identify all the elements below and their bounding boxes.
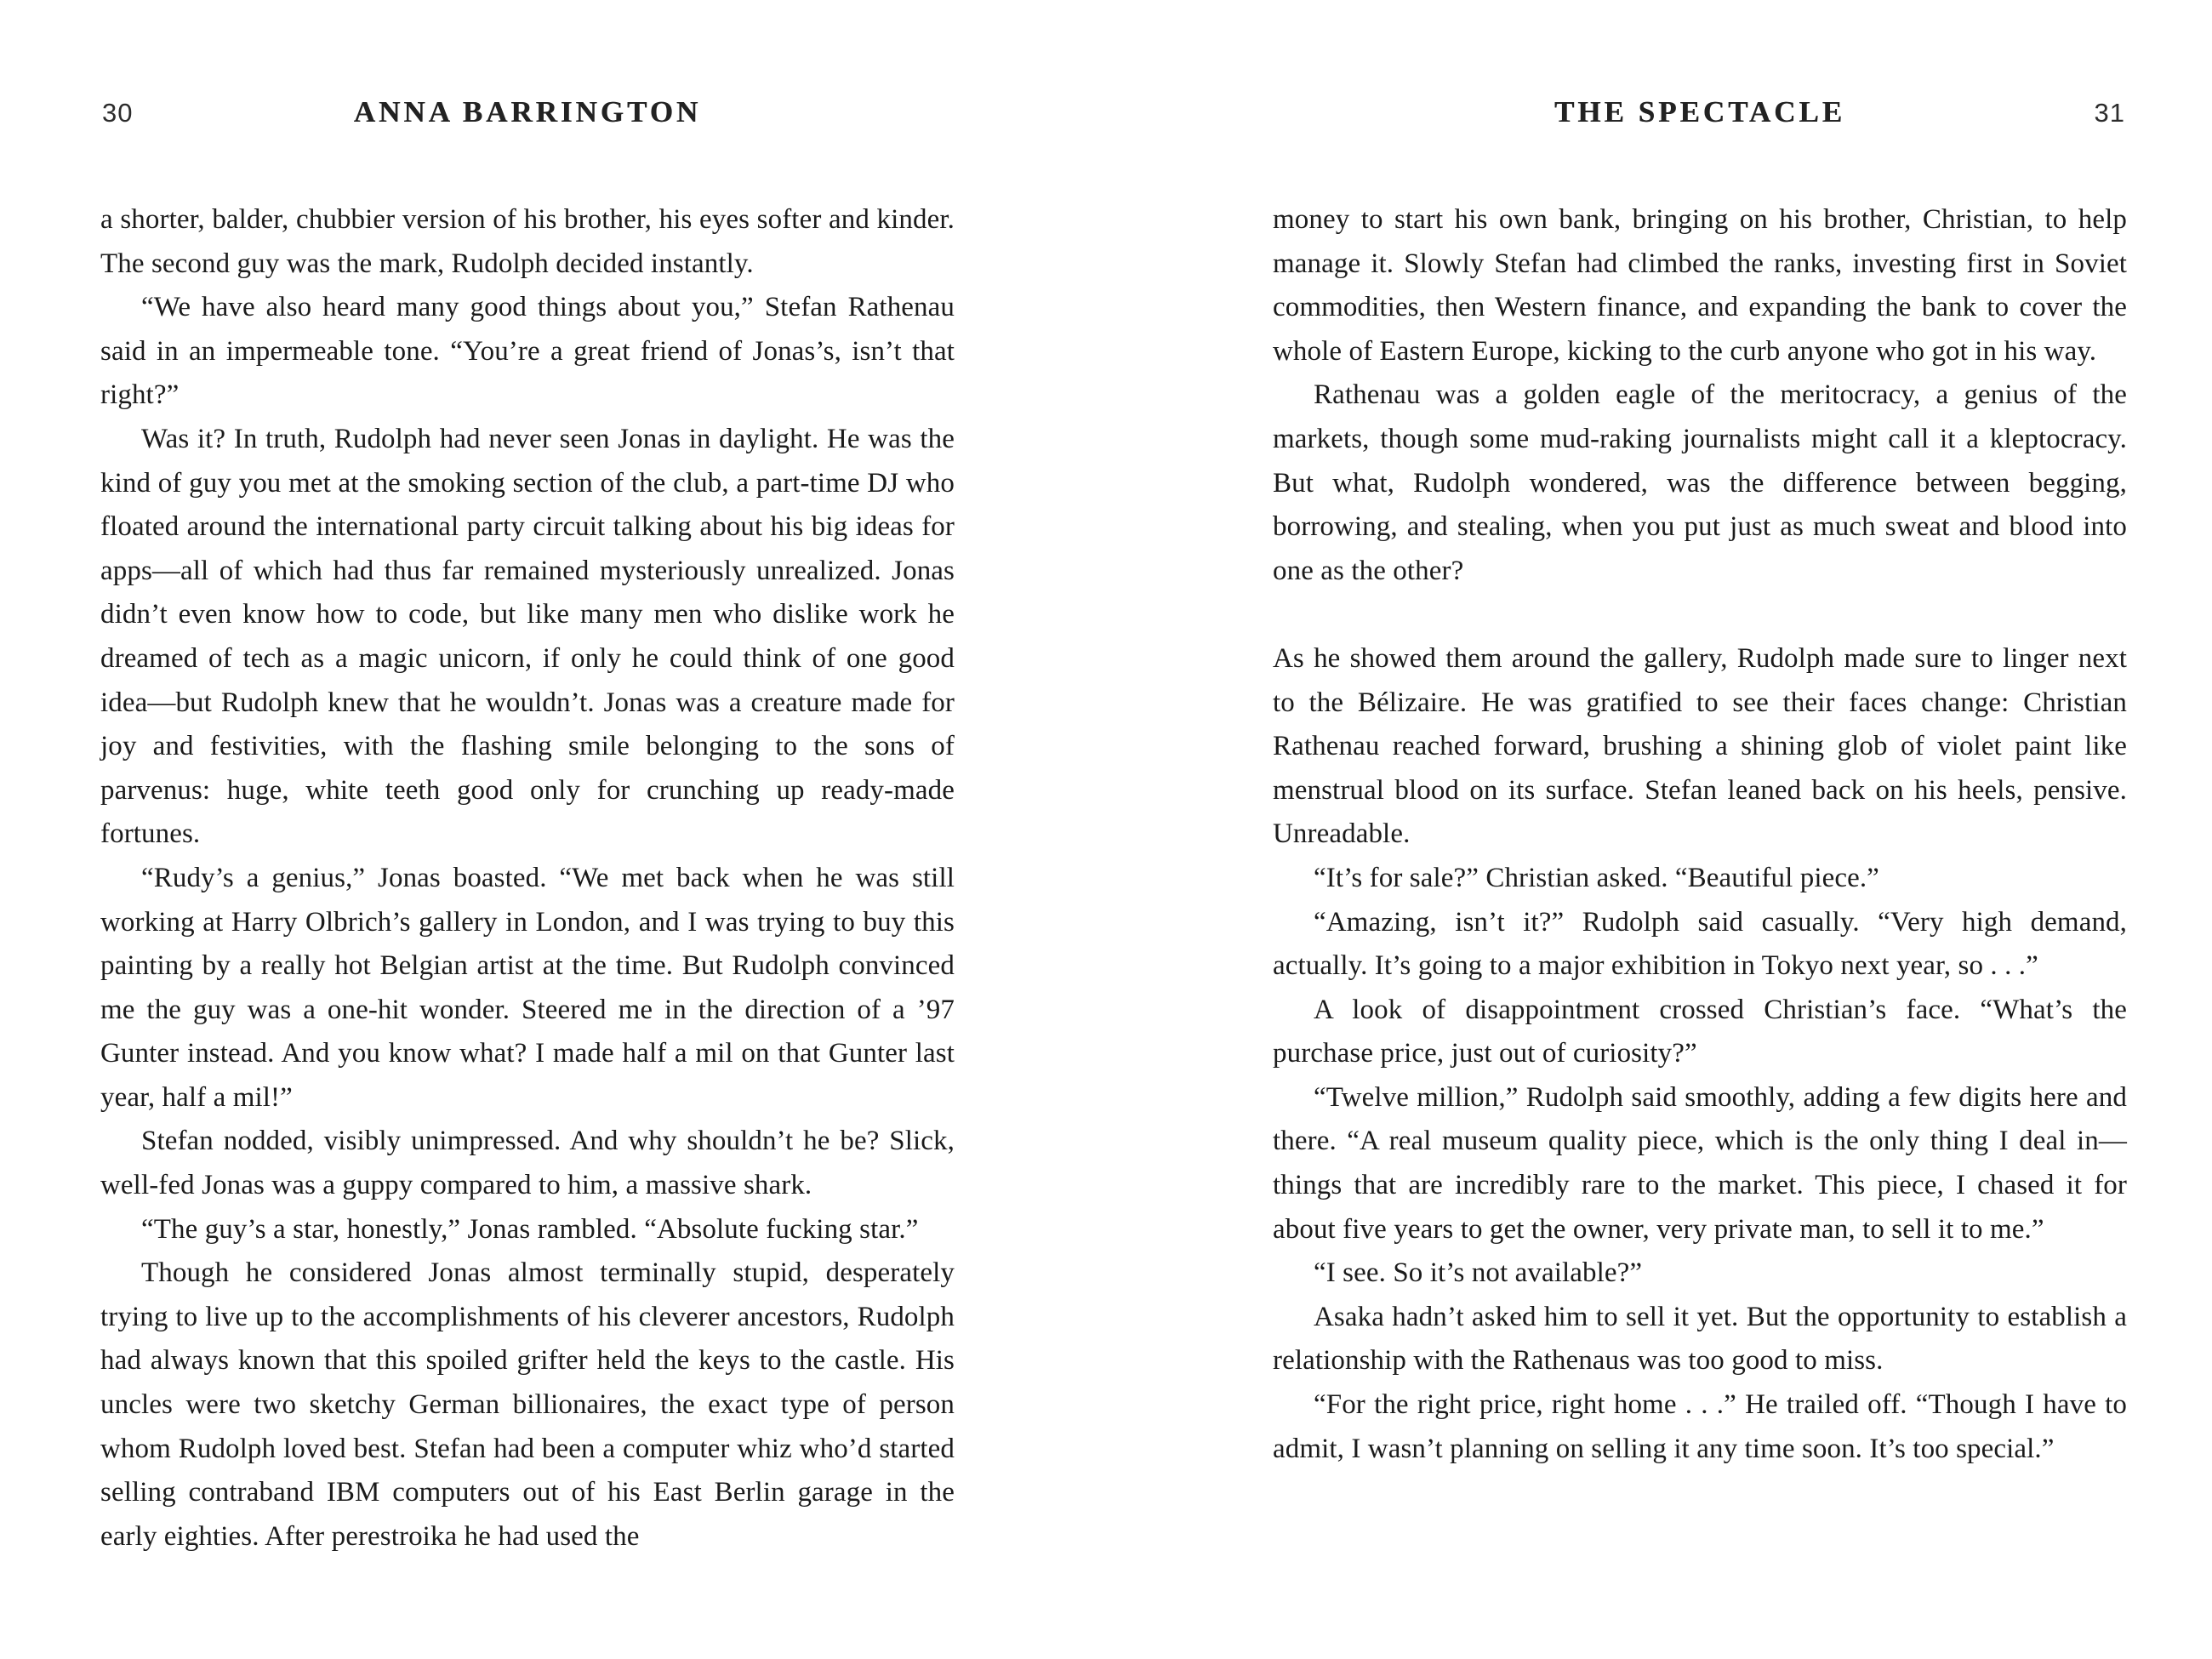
paragraph: “For the right price, right home . . .” He trailed off. “Though I have to admit, I wasn’t planning on selling it any time soon. It’s too special.” bbox=[1273, 1389, 2127, 1464]
paragraph: “It’s for sale?” Christian asked. “Beautiful piece.” bbox=[1314, 862, 1879, 893]
paragraph: Asaka hadn’t asked him to sell it yet. But the opportunity to establish a relationship with the Rathenaus was too good to miss. bbox=[1273, 1301, 2127, 1377]
page-left bbox=[100, 0, 955, 1659]
paragraph: “Amazing, isn’t it?” Rudolph said casually. “Very high demand, actually. It’s going to a major exhibition in Tokyo next year, so . . .” bbox=[1273, 906, 2127, 982]
page-right bbox=[1273, 0, 2127, 1659]
page-header-left bbox=[100, 95, 955, 133]
paragraph: “I see. So it’s not available?” bbox=[1314, 1257, 1643, 1289]
paragraph: Rathenau was a golden eagle of the meritocracy, a genius of the markets, though some mud-raking journalists might call it a kleptocracy. But what, Rudolph wondered, was the difference between begging, borrowing, and stealing, when you put just as much sweat and blood into one as the other? bbox=[1273, 379, 2127, 586]
paragraph: As he showed them around the gallery, Rudolph made sure to linger next to the Bélizaire. He was gratified to see their faces change: Christian Rathenau reached forward, brushing a shining glob of violet paint like menstrual blood on its surface. Stefan leaned back on his heels, pensive. Unreadable. bbox=[1273, 642, 2127, 850]
running-head-title: THE SPECTACLE bbox=[1554, 95, 1846, 128]
text-block-right bbox=[1273, 198, 2127, 1471]
paragraph: “Twelve million,” Rudolph said smoothly, adding a few digits here and there. “A real museum quality piece, which is the only thing I deal in—things that are incredibly rare to the market. This piece, I chased it for about five years to get the owner, very private man, to sell it to me.” bbox=[1273, 1081, 2127, 1245]
paragraph: Stefan nodded, visibly unimpressed. And why shouldn’t he be? Slick, well-fed Jonas was a guppy compared to him, a massive shark. bbox=[100, 1126, 955, 1201]
page-number-left: 30 bbox=[102, 98, 134, 128]
paragraph: money to start his own bank, bringing on his brother, Christian, to help manage it. Slowly Stefan had climbed the ranks, investing first in Soviet commodities, then Western finance, and expanding the bank to cover the whole of Eastern Europe, kicking to the curb anyone who got in his way. bbox=[1273, 204, 2127, 367]
paragraph: Though he considered Jonas almost terminally stupid, desperately trying to live up to the accomplishments of his cleverer ancestors, Rudolph had always known that this spoiled grifter held the keys to the castle. His uncles were two sketchy German billionaires, the exact type of person whom Rudolph loved best. Stefan had been a computer whiz who’d started selling contraband IBM computers out of his East Berlin garage in the early eighties. After perestroika he had used the bbox=[100, 1257, 955, 1552]
paragraph: “The guy’s a star, honestly,” Jonas rambled. “Absolute fucking star.” bbox=[141, 1213, 919, 1245]
paragraph: a shorter, balder, chubbier version of his brother, his eyes softer and kinder. The second guy was the mark, Rudolph decided instantly. bbox=[100, 204, 955, 279]
paragraph: A look of disappointment crossed Christian’s face. “What’s the purchase price, just out of curiosity?” bbox=[1273, 994, 2127, 1069]
paragraph: “We have also heard many good things about you,” Stefan Rathenau said in an impermeable tone. “You’re a great friend of Jonas’s, isn’t that right?” bbox=[100, 292, 955, 411]
paragraph: Was it? In truth, Rudolph had never seen Jonas in daylight. He was the kind of guy you met at the smoking section of the club, a part-time DJ who floated around the international party circuit talking about his big ideas for apps—all of which had thus far remained mysteriously unrealized. Jonas didn’t even know how to code, but like many men who dislike work he dreamed of tech as a magic unicorn, if only he could think of one good idea—but Rudolph knew that he wouldn’t. Jonas was a creature made for joy and festivities, with the flashing smile belonging to the sons of parvenus: huge, white teeth good only for crunching up ready-made fortunes. bbox=[100, 423, 955, 850]
page-header-right bbox=[1273, 95, 2127, 133]
running-head-author: ANNA BARRINGTON bbox=[353, 95, 702, 128]
text-block-left bbox=[100, 198, 955, 1559]
paragraph: “Rudy’s a genius,” Jonas boasted. “We met back when he was still working at Harry Olbrich’s gallery in London, and I was trying to buy this painting by a really hot Belgian artist at the time. But Rudolph convinced me the guy was a one-hit wonder. Steered me in the direction of a ’97 Gunter instead. And you know what? I made half a mil on that Gunter last year, half a mil!” bbox=[100, 862, 955, 1113]
page-number-right: 31 bbox=[2094, 98, 2125, 128]
